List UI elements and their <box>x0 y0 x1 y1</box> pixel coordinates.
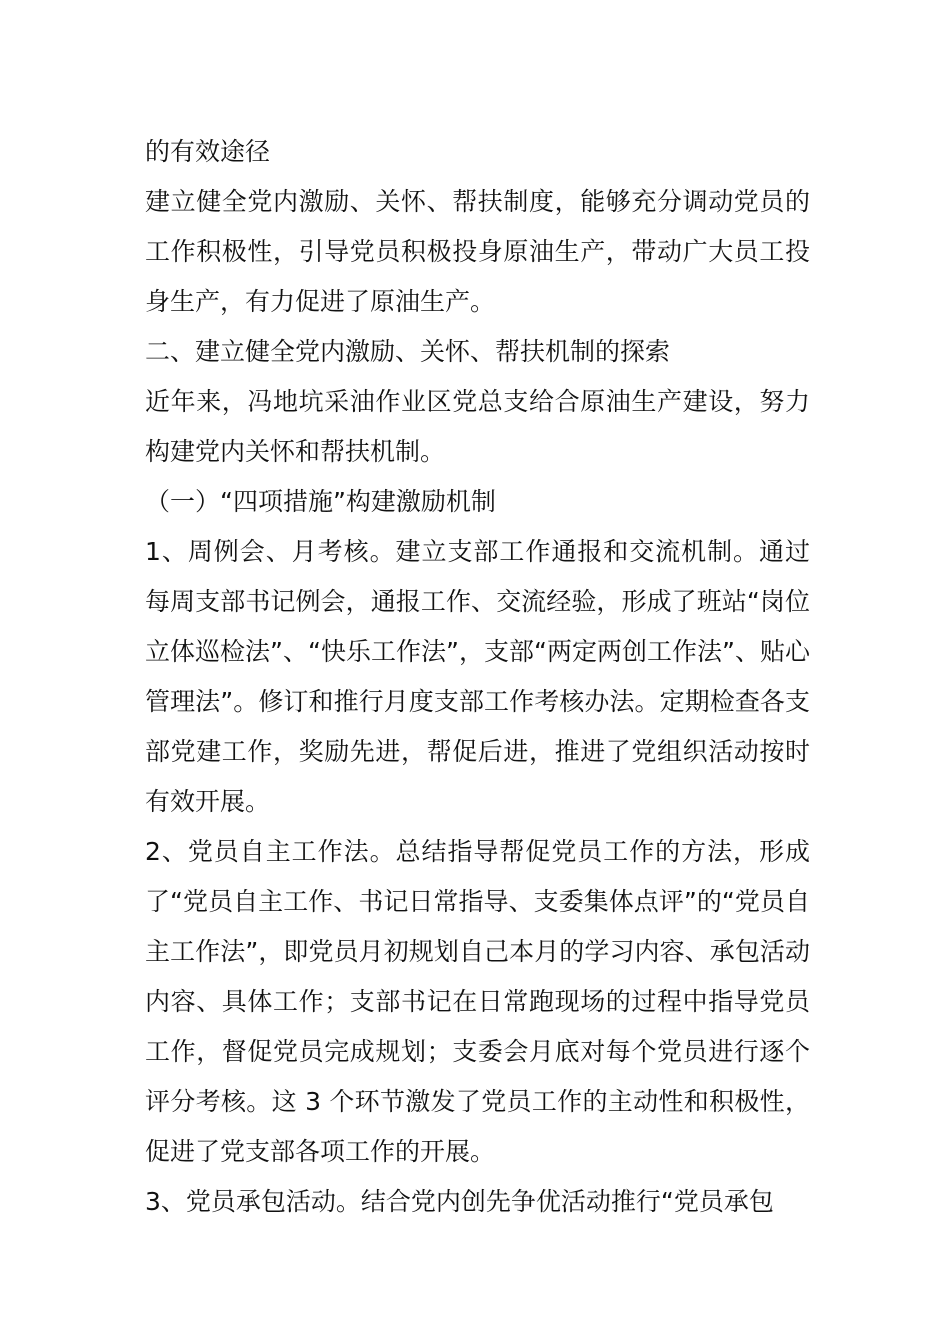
paragraph-item-3: 3、党员承包活动。结合党内创先争优活动推行“党员承包 <box>145 1187 774 1216</box>
paragraph-section-intro: 近年来，冯地坑采油作业区党总支给合原油生产建设，努力构建党内关怀和帮扶机制。 <box>145 387 810 466</box>
paragraph-continuation: 的有效途径 <box>145 137 271 166</box>
section-heading-two: 二、建立健全党内激励、关怀、帮扶机制的探索 <box>145 337 671 366</box>
paragraph-item-2: 2、党员自主工作法。总结指导帮促党员工作的方法，形成了“党员自主工作、书记日常指导、支委集体点评”的“党员自主工作法”，即党员月初规划自己本月的学习内容、承包活动内容、具体工作；支部书记在日常跑现场的过程中指导党员工作，督促党员完成规划；支委会月底对每个党员进行逐个评分考核。这 3 个环节激发了党员工作的主动性和积极性，促进了党支部各项工作的开展。 <box>145 837 810 1166</box>
paragraph-item-1: 1、周例会、月考核。建立支部工作通报和交流机制。通过每周支部书记例会，通报工作、交流经验，形成了班站“岗位立体巡检法”、“快乐工作法”，支部“两定两创工作法”、贴心管理法”。修订和推行月度支部工作考核办法。定期检查各支部党建工作，奖励先进，帮促后进，推进了党组织活动按时有效开展。 <box>145 537 810 816</box>
document-body <box>145 127 810 1227</box>
subsection-heading-one: （一）“四项措施”构建激励机制 <box>145 487 496 516</box>
paragraph-intro: 建立健全党内激励、关怀、帮扶制度，能够充分调动党员的工作积极性，引导党员积极投身原油生产，带动广大员工投身生产，有力促进了原油生产。 <box>145 187 810 316</box>
